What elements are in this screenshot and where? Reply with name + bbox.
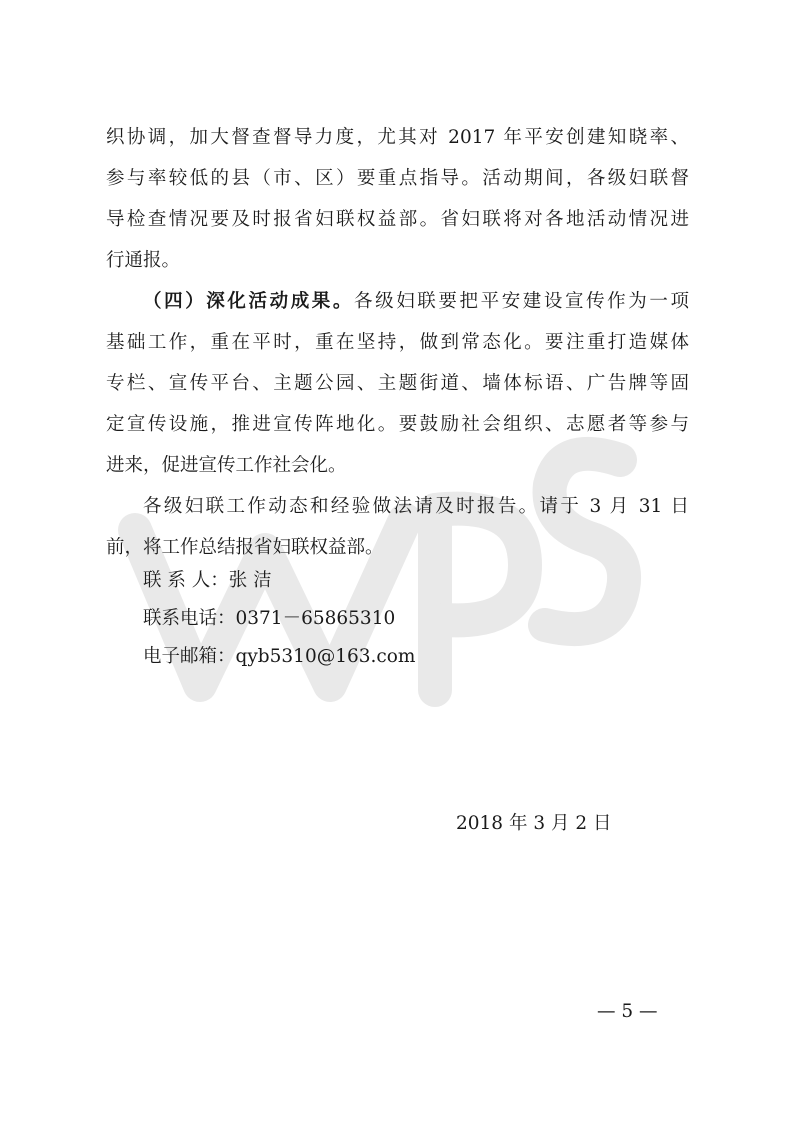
page-number: — 5 —	[597, 1001, 658, 1022]
paragraph-1-line-1: 织协调，加大督查督导力度，尤其对 2017 年平安创建知晓率、	[106, 127, 689, 148]
paragraph-2-line-2: 基础工作，重在平时，重在坚持，做到常态化。要注重打造媒体	[106, 332, 689, 353]
section-heading: （四）深化活动成果。	[143, 291, 354, 312]
paragraph-3-line-2: 前，将工作总结报省妇联权益部。	[106, 537, 384, 558]
paragraph-2-line-4: 定宣传设施，推进宣传阵地化。要鼓励社会组织、志愿者等参与	[106, 414, 689, 435]
paragraph-1-line-4: 行通报。	[106, 250, 181, 271]
paragraph-2-line-3: 专栏、宣传平台、主题公园、主题街道、墙体标语、广告牌等固	[106, 373, 689, 394]
paragraph-2-line-5: 进来，促进宣传工作社会化。	[106, 455, 347, 476]
document-date: 2018 年 3 月 2 日	[456, 813, 612, 834]
paragraph-2-line-1-text: 各级妇联要把平安建设宣传作为一项	[354, 291, 689, 312]
paragraph-1-line-2: 参与率较低的县（市、区）要重点指导。活动期间，各级妇联督	[106, 168, 689, 189]
contact-person: 联 系 人：张 洁	[143, 570, 272, 591]
paragraph-3-line-1: 各级妇联工作动态和经验做法请及时报告。请于 3 月 31 日	[143, 496, 689, 517]
contact-email: 电子邮箱：qyb5310@163.com	[143, 646, 416, 667]
paragraph-1-line-3: 导检查情况要及时报省妇联权益部。省妇联将对各地活动情况进	[106, 209, 689, 230]
contact-phone: 联系电话：0371－65865310	[143, 608, 396, 629]
wps-watermark	[105, 400, 645, 720]
paragraph-2-line-1	[143, 290, 689, 314]
